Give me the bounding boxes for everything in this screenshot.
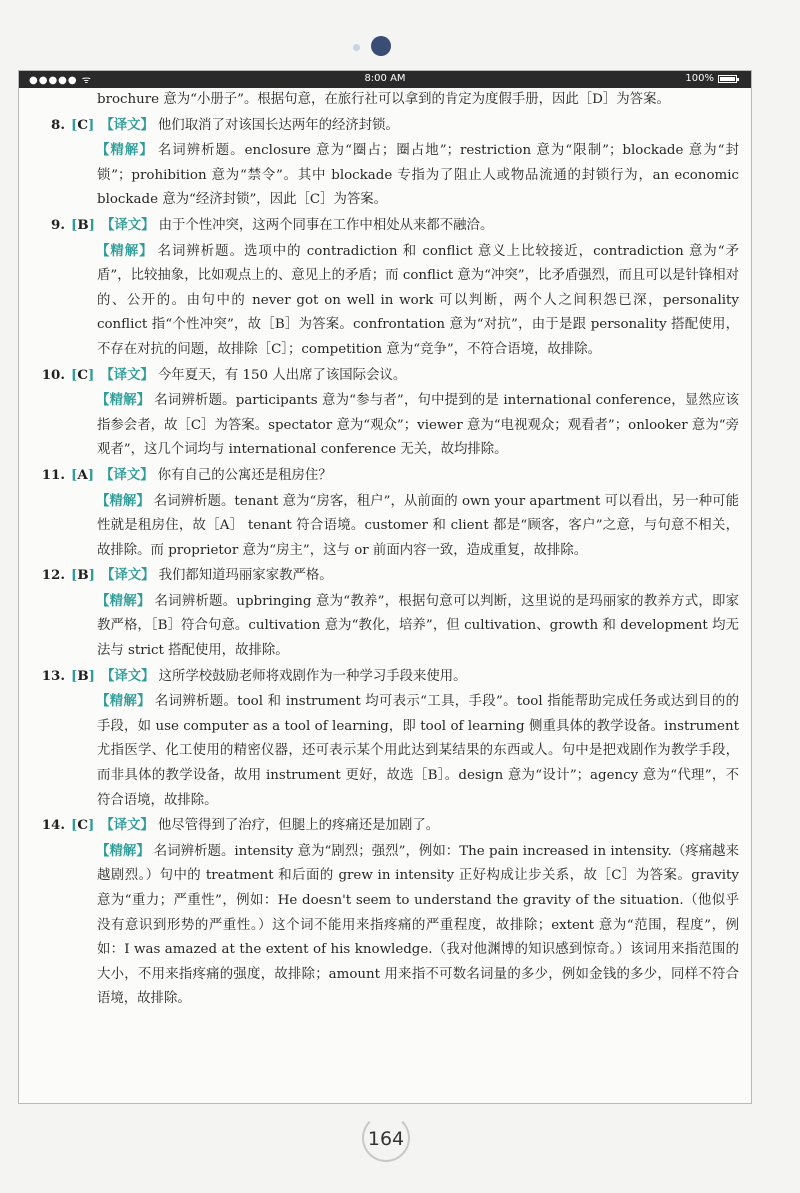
item-number: 8. <box>51 116 65 133</box>
analysis-label: 【精解】 <box>96 142 154 159</box>
status-bar <box>19 71 751 88</box>
translation-text: 他们取消了对该国长达两年的经济封锁。 <box>157 117 399 133</box>
translation-text: 这所学校鼓励老师将戏剧作为一种学习手段来使用。 <box>158 668 467 684</box>
analysis-label: 【精解】 <box>96 242 154 259</box>
translation-text: 由于个性冲突，这两个同事在工作中相处从来都不融洽。 <box>158 217 494 233</box>
page-number-area <box>0 1114 800 1164</box>
answer-item <box>33 463 739 563</box>
analysis-text: 名词辨析题。选项中的 contradiction 和 conflict 意义上比较接近，contradiction 意为“矛盾”，比较抽象，比如观点上的、意见上的矛盾；而 conflict 意为“冲突”，比矛盾强烈，而且可以是针锋相对的、公开的。由句中的 never got on well in work 可以判断，两个人之间积怨已深，personality conflict 指“个性冲突”，故［B］为答案。confrontation 意为“对抗”，由于是跟 personality 搭配使用，不存在对抗的问题，故排除［C］；competition 意为“竞争”，不符合语境，故排除。 <box>97 243 740 357</box>
answer-item <box>33 363 739 463</box>
analysis-label: 【精解】 <box>96 693 151 710</box>
page-content <box>33 88 739 1012</box>
analysis-label: 【精解】 <box>96 592 151 609</box>
analysis-block <box>33 239 739 363</box>
translation-label: 【译文】 <box>101 567 155 584</box>
analysis-text: 名词辨析题。tool 和 instrument 均可表示“工具，手段”。tool 指能帮助完成任务或达到目的的手段，如 use computer as a tool of learning，即 tool of learning 侧重具体的教学设备。instrument 尤指医学、化工使用的精密仪器，还可表示某个用此达到某结果的东西或人。句中是把戏剧作为教学手段，而非具体的教学设备，故用 instrument 更好，故选［B］。design 意为“设计”；agency 意为“代理”，不符合语境，故排除。 <box>97 694 739 808</box>
analysis-text: 名词辨析题。tenant 意为“房客，租户”，从前面的 own your apartment 可以看出，另一种可能性就是租房住，故［A］ tenant 符合语境。customer 和 client 都是“顾客，客户”之意，与句意不相关，故排除。而 proprietor 意为“房主”，这与 or 前面内容一致，造成重复，故排除。 <box>97 493 740 558</box>
item-number: 13. <box>41 667 65 684</box>
translation-label: 【译文】 <box>100 366 154 383</box>
item-header <box>33 563 739 589</box>
translation-text: 你有自己的公寓还是租房住？ <box>157 467 332 483</box>
battery-percent: 100% <box>685 73 714 84</box>
camera-lens <box>371 36 391 56</box>
answer-letter: C <box>77 817 89 834</box>
answer-item <box>33 113 739 213</box>
item-header <box>33 813 739 839</box>
analysis-text: 名词辨析题。participants 意为“参与者”，句中提到的是 international conference，显然应该指参会者，故［C］为答案。spectator 意为“观众”；viewer 意为“电视观众；观看者”；onlooker 意为“旁观者”，这几个词均与 international conference 无关，故均排除。 <box>97 393 739 458</box>
page-number: 164 <box>367 1128 405 1150</box>
item-number: 11. <box>41 466 65 483</box>
analysis-label: 【精解】 <box>96 392 151 409</box>
device-camera <box>0 32 800 62</box>
translation-label: 【译文】 <box>101 667 155 684</box>
item-answer: [B] <box>71 667 96 684</box>
item-header <box>33 363 739 389</box>
item-number: 10. <box>41 366 65 383</box>
analysis-block <box>33 589 739 664</box>
analysis-label: 【精解】 <box>96 492 150 509</box>
answer-item <box>33 813 739 1012</box>
item-number: 14. <box>41 817 65 834</box>
item-answer: [B] <box>71 567 96 584</box>
intro-paragraph: brochure 意为“小册子”。根据句意，在旅行社可以拿到的肯定为度假手册，因此［D］为答案。 <box>97 92 670 107</box>
item-answer: [C] <box>71 116 95 133</box>
translation-label: 【译文】 <box>100 466 154 483</box>
answer-letter: C <box>77 366 89 383</box>
item-answer: [A] <box>71 466 95 483</box>
status-time: 8:00 AM <box>364 73 406 84</box>
answer-item <box>33 664 739 814</box>
signal-wifi-icon: ●●●●● ᯤ <box>29 75 92 86</box>
answer-item <box>33 563 739 663</box>
answer-item <box>33 213 739 363</box>
item-number: 9. <box>51 216 65 233</box>
sensor-dot <box>353 44 360 51</box>
answer-list <box>33 113 739 1012</box>
analysis-text: 名词辨析题。upbringing 意为“教养”，根据句意可以判断，这里说的是玛丽家的教养方式，即家教严格，［B］符合句意。cultivation 意为“教化，培养”，但 cultivation、growth 和 development 均无法与 strict 搭配使用，故排除。 <box>97 593 739 659</box>
analysis-block <box>33 839 739 1012</box>
analysis-label: 【精解】 <box>96 842 150 859</box>
answer-letter: A <box>77 466 88 483</box>
item-number: 12. <box>41 567 65 584</box>
analysis-block <box>33 689 739 813</box>
battery-indicator <box>685 73 737 84</box>
translation-text: 我们都知道玛丽家家教严格。 <box>158 568 333 584</box>
item-answer: [C] <box>71 366 95 383</box>
answer-letter: C <box>77 116 89 133</box>
item-header <box>33 463 739 489</box>
analysis-block <box>33 388 739 463</box>
item-answer: [C] <box>71 817 95 834</box>
analysis-block <box>33 489 739 564</box>
answer-letter: B <box>77 667 89 684</box>
device-screen <box>18 70 752 1104</box>
item-header <box>33 664 739 690</box>
battery-icon <box>718 75 737 83</box>
item-header <box>33 213 739 239</box>
analysis-text: 名词辨析题。intensity 意为“剧烈；强烈”，例如：The pain increased in intensity.（疼痛越来越剧烈。）句中的 treatment 和后面的 grew in intensity 正好构成让步关系，故［C］为答案。gravity 意为“重力；严重性”，例如：He doesn't seem to understand the gravity of the situation.（他似乎没有意识到形势的严重性。）这个词不能用来指疼痛的严重程度，故排除；extent 意为“范围，程度”，例如：I was amazed at the extent of his knowledge.（我对他渊博的知识感到惊奇。）该词用来指范围的大小，不用来指疼痛的强度，故排除；amount 用来指不可数名词量的多少，例如金钱的多少，同样不符合语境，故排除。 <box>97 843 740 1007</box>
translation-label: 【译文】 <box>101 216 155 233</box>
translation-label: 【译文】 <box>100 817 154 834</box>
analysis-block <box>33 138 739 213</box>
item-header <box>33 113 739 139</box>
translation-text: 今年夏天，有 150 人出席了该国际会议。 <box>157 367 407 383</box>
item-answer: [B] <box>71 216 96 233</box>
translation-label: 【译文】 <box>100 116 154 133</box>
translation-text: 他尽管得到了治疗，但腿上的疼痛还是加剧了。 <box>157 818 440 834</box>
answer-letter: B <box>77 567 89 584</box>
analysis-text: 名词辨析题。enclosure 意为“圈占；圈占地”；restriction 意为“限制”；blockade 意为“封锁”；prohibition 意为“禁令”。其中 blockade 专指为了阻止人或物品流通的封锁行为，an economic blockade 意为“经济封锁”，因此［C］为答案。 <box>97 143 739 208</box>
answer-letter: B <box>77 216 89 233</box>
